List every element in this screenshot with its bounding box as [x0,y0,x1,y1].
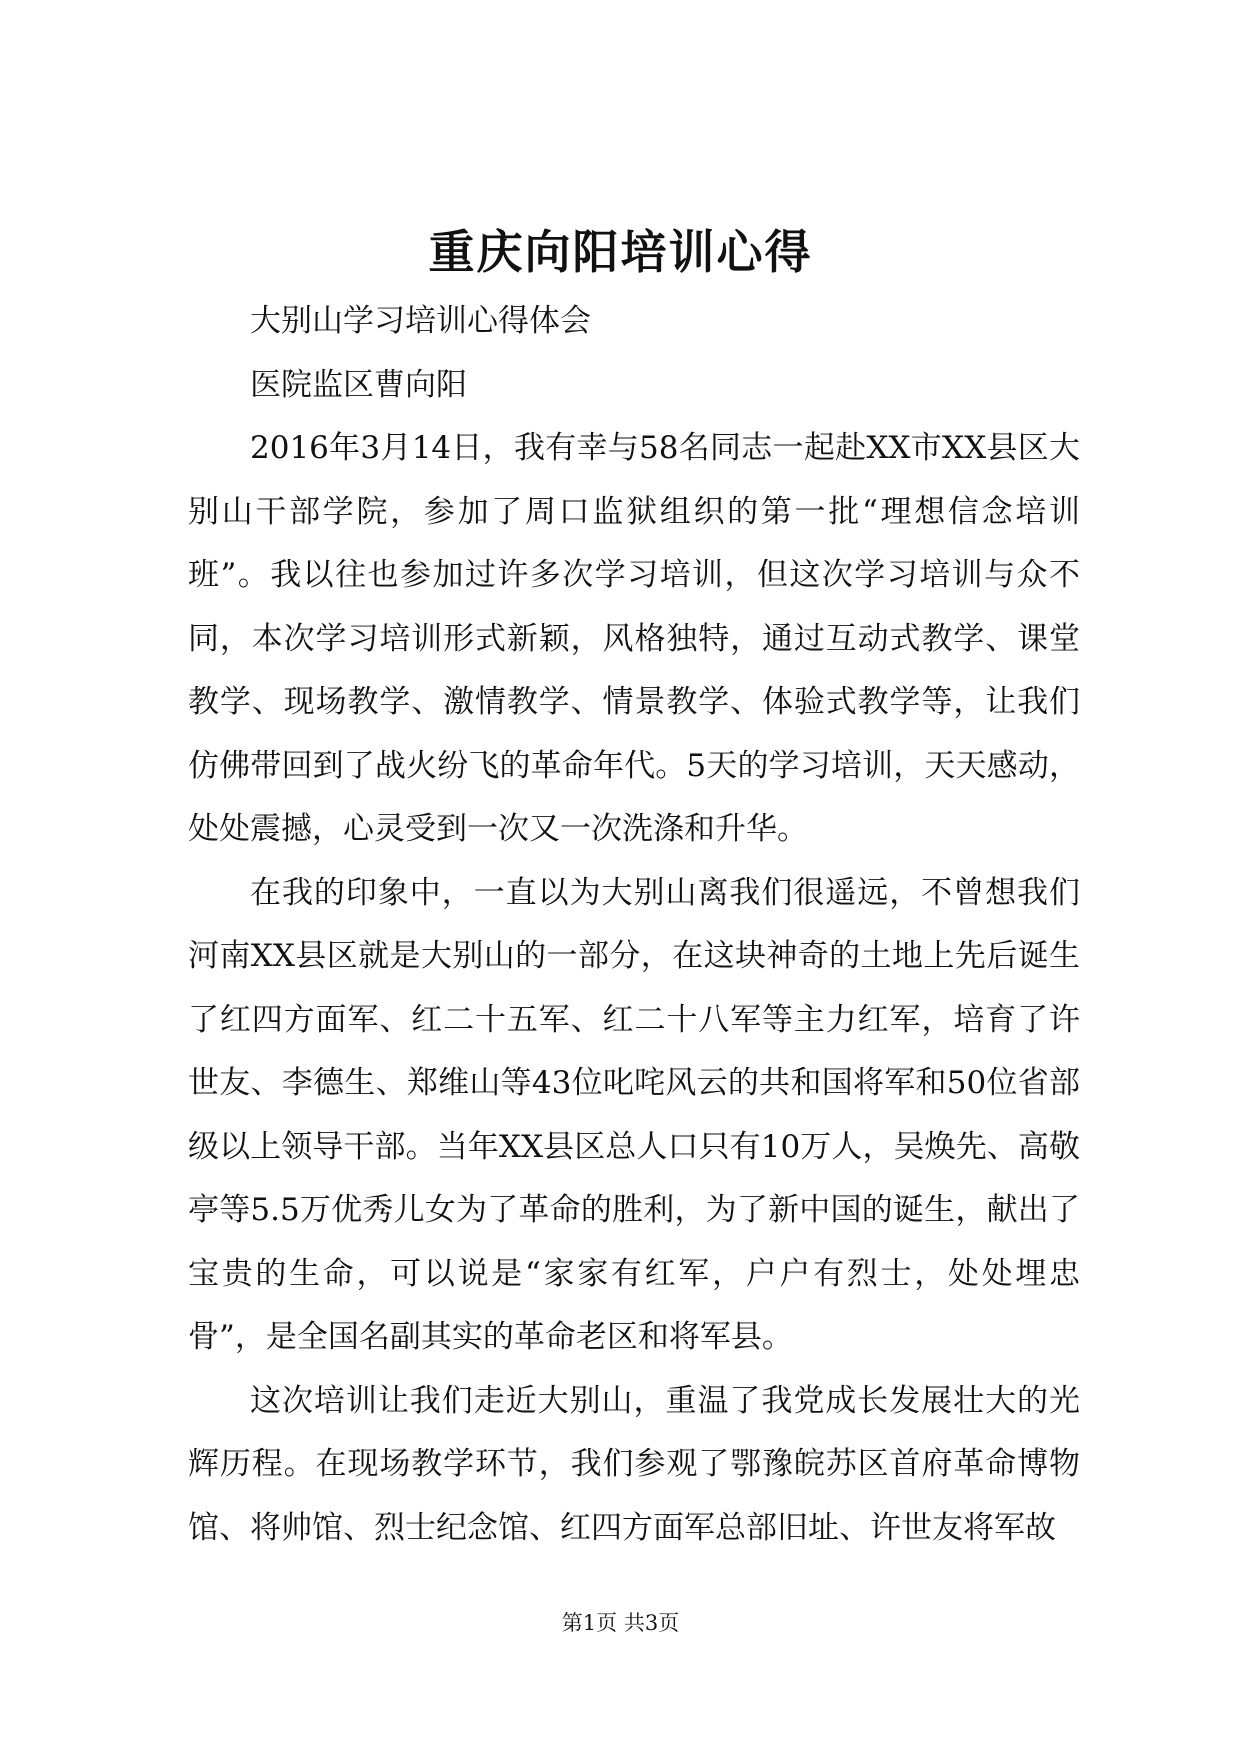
document-body [188,290,1080,1560]
paragraph: 这次培训让我们走近大别山，重温了我党成长发展壮大的光辉历程。在现场教学环节，我们参观了鄂豫皖苏区首府革命博物馆、将帅馆、烈士纪念馆、红四方面军总部旧址、许世友将军故 [188,1382,1080,1546]
paragraph: 2016年3月14日，我有幸与58名同志一起赴XX市XX县区大别山干部学院，参加了周口监狱组织的第一批“理想信念培训班”。我以往也参加过许多次学习培训，但这次学习培训与众不同，本次学习培训形式新颖，风格独特，通过互动式教学、课堂教学、现场教学、激情教学、情景教学、体验式教学等，让我们仿佛带回到了战火纷飞的革命年代。5天的学习培训，天天感动，处处震撼，心灵受到一次又一次洗涤和升华。 [188,430,1080,847]
subtitle: 大别山学习培训心得体会 [250,303,591,339]
page-number-footer: 第1页 共3页 [561,1611,680,1635]
author-line: 医院监区曹向阳 [250,366,467,403]
paragraph: 在我的印象中，一直以为大别山离我们很遥远，不曾想我们河南XX县区就是大别山的一部分，在这块神奇的土地上先后诞生了红四方面军、红二十五军、红二十八军等主力红军，培育了许世友、李德生、郑维山等43位叱咤风云的共和国将军和50位省部级以上领导干部。当年XX县区总人口只有10万人，吴焕先、高敬亭等5.5万优秀儿女为了革命的胜利，为了新中国的诞生，献出了宝贵的生命，可以说是“家家有红军，户户有烈士，处处埋忠骨”，是全国名副其实的革命老区和将军县。 [188,874,1080,1355]
document-title: 重庆向阳培训心得 [428,225,813,279]
